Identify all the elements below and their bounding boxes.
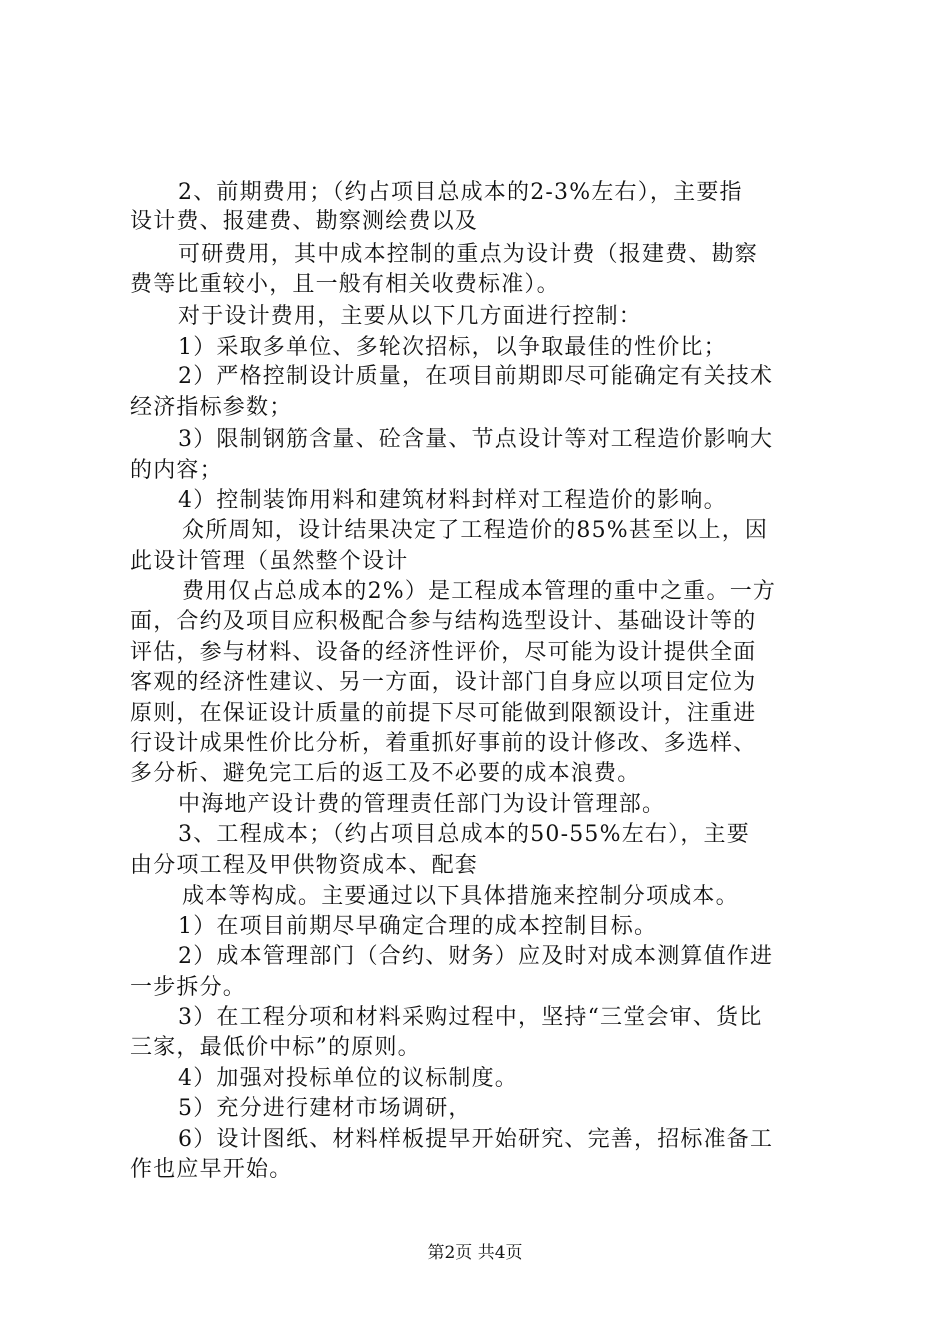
- text-line: 4）控制装饰用料和建筑材料封样对工程造价的影响。: [178, 488, 727, 513]
- text-line: 费用仅占总成本的2%）是工程成本管理的重中之重。一方: [182, 579, 777, 604]
- text-line: 费等比重较小，且一般有相关收费标准）。: [130, 272, 560, 297]
- text-line: 5）充分进行建材市场调研，: [178, 1096, 472, 1121]
- page-footer: 第2页 共4页: [427, 1243, 523, 1263]
- text-line: 1）在项目前期尽早确定合理的成本控制目标。: [178, 914, 658, 939]
- text-line: 2）成本管理部门（合约、财务）应及时对成本测算值作进: [178, 944, 774, 969]
- text-line: 原则，在保证设计质量的前提下尽可能做到限额设计，注重进: [130, 701, 757, 726]
- text-line: 1）采取多单位、多轮次招标，以争取最佳的性价比；: [178, 335, 727, 360]
- text-line: 评估，参与材料、设备的经济性评价，尽可能为设计提供全面: [130, 640, 757, 665]
- text-line: 设计费、报建费、勘察测绘费以及: [130, 209, 479, 234]
- text-line: 3）在工程分项和材料采购过程中，坚持“三堂会审、货比: [178, 1005, 763, 1030]
- text-line: 经济指标参数；: [130, 395, 293, 420]
- text-line: 2、前期费用；（约占项目总成本的2-3%左右），主要指: [178, 180, 743, 205]
- text-line: 面，合约及项目应积极配合参与结构选型设计、基础设计等的: [130, 609, 757, 634]
- text-line: 三家，最低价中标”的原则。: [130, 1035, 421, 1060]
- text-line: 一步拆分。: [130, 975, 247, 1000]
- text-line: 此设计管理（虽然整个设计: [130, 549, 409, 574]
- text-line: 3、工程成本；（约占项目总成本的50-55%左右），主要: [178, 822, 750, 847]
- text-line: 可研费用，其中成本控制的重点为设计费（报建费、勘察: [178, 242, 759, 267]
- text-line: 众所周知，设计结果决定了工程造价的85%甚至以上，因: [182, 518, 769, 543]
- text-line: 行设计成果性价比分析，着重抓好事前的设计修改、多选样、: [130, 731, 757, 756]
- text-line: 客观的经济性建议、另一方面，设计部门自身应以项目定位为: [130, 670, 757, 695]
- text-line: 多分析、避免完工后的返工及不必要的成本浪费。: [130, 761, 641, 786]
- text-line: 由分项工程及甲供物资成本、配套: [130, 853, 479, 878]
- text-line: 作也应早开始。: [130, 1157, 293, 1182]
- text-line: 4）加强对投标单位的议标制度。: [178, 1066, 518, 1091]
- text-line: 对于设计费用，主要从以下几方面进行控制：: [178, 304, 643, 329]
- text-line: 的内容；: [130, 458, 223, 483]
- text-line: 中海地产设计费的管理责任部门为设计管理部。: [178, 792, 666, 817]
- text-line: 成本等构成。主要通过以下具体措施来控制分项成本。: [182, 884, 739, 909]
- text-line: 3）限制钢筋含量、砼含量、节点设计等对工程造价影响大: [178, 427, 774, 452]
- text-line: 6）设计图纸、材料样板提早开始研究、完善，招标准备工: [178, 1127, 774, 1152]
- text-line: 2）严格控制设计质量，在项目前期即尽可能确定有关技术: [178, 364, 774, 389]
